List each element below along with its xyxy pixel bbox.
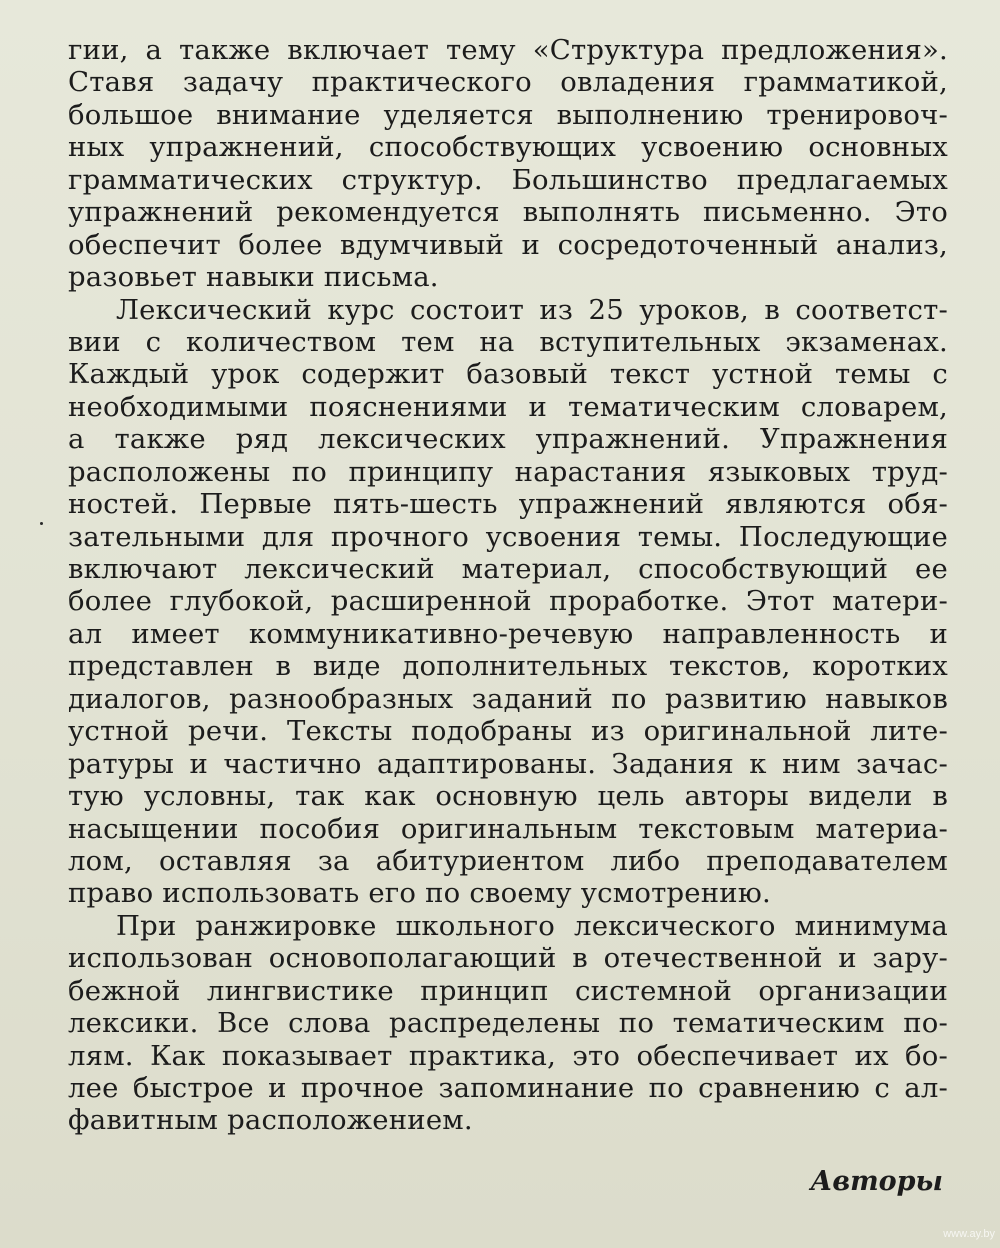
text-line: устной речи. Тексты подобраны из оригинальной лите- bbox=[68, 715, 948, 748]
paragraph-1 bbox=[68, 34, 948, 294]
text-line: При ранжировке школьного лексического минимума bbox=[116, 909, 948, 942]
text-line: Каждый урок содержит базовый текст устной темы с bbox=[68, 358, 948, 391]
text-line: включают лексический материал, способствующий ее bbox=[68, 553, 948, 585]
text-line: лом, оставляя за абитуриентом либо преподавателем bbox=[68, 844, 948, 877]
text-line: бежной лингвистике принцип системной организации bbox=[68, 974, 948, 1007]
text-line: обеспечит более вдумчивый и сосредоточенный анализ, bbox=[68, 228, 948, 261]
text-line: ных упражнений, способствующих усвоению основных bbox=[68, 131, 948, 164]
text-line: большое внимание уделяется выполнению тренировоч- bbox=[68, 98, 948, 131]
text-line: грамматических структур. Большинство предлагаемых bbox=[68, 163, 948, 196]
text-line: зательными для прочного усвоения темы. Последующие bbox=[68, 520, 948, 553]
text-line: право использовать его по своему усмотрению. bbox=[68, 877, 771, 910]
text-line: диалогов, разнообразных заданий по развитию навыков bbox=[68, 682, 948, 715]
text-line: необходимыми пояснениями и тематическим словарем, bbox=[68, 390, 948, 423]
text-line: ностей. Первые пять-шесть упражнений являются обя- bbox=[68, 488, 948, 521]
paragraph-2 bbox=[68, 294, 948, 910]
text-line: тую условны, так как основную цель авторы видели в bbox=[68, 780, 948, 813]
paragraph-3 bbox=[68, 910, 948, 1137]
text-line: упражнений рекомендуется выполнять письменно. Это bbox=[68, 196, 948, 229]
text-line: ратуры и частично адаптированы. Задания к ним зачас- bbox=[68, 747, 948, 780]
text-line: фавитным расположением. bbox=[68, 1104, 473, 1137]
text-line: лям. Как показывает практика, это обеспечивает их бо- bbox=[68, 1039, 948, 1072]
text-line: гии, а также включает тему «Структура предложения». bbox=[68, 34, 948, 66]
text-line: расположены по принципу нарастания языковых труд- bbox=[68, 455, 948, 488]
text-line: вии с количеством тем на вступительных экзаменах. bbox=[68, 325, 948, 358]
signature: Авторы bbox=[810, 1166, 943, 1197]
text-line: лее быстрое и прочное запоминание по сравнению с ал- bbox=[68, 1072, 948, 1104]
text-line: представлен в виде дополнительных текстов, коротких bbox=[68, 650, 948, 683]
text-line: насыщении пособия оригинальным текстовым материа- bbox=[68, 812, 948, 845]
text-line: а также ряд лексических упражнений. Упражнения bbox=[68, 423, 948, 456]
watermark: www.ay.by bbox=[943, 1228, 995, 1240]
text-line: Лексический курс состоит из 25 уроков, в соответст- bbox=[116, 293, 948, 326]
margin-dot bbox=[40, 522, 43, 525]
text-line: лексики. Все слова распределены по тематическим по- bbox=[68, 1007, 948, 1040]
text-line: ал имеет коммуникативно-речевую направленность и bbox=[68, 617, 948, 650]
text-line: Ставя задачу практического овладения грамматикой, bbox=[68, 66, 948, 99]
text-line: использован основополагающий в отечественной и зару- bbox=[68, 942, 948, 975]
body-text bbox=[68, 34, 948, 1137]
text-line: разовьет навыки письма. bbox=[68, 261, 439, 294]
text-line: более глубокой, расширенной проработке. Этот матери- bbox=[68, 585, 948, 618]
